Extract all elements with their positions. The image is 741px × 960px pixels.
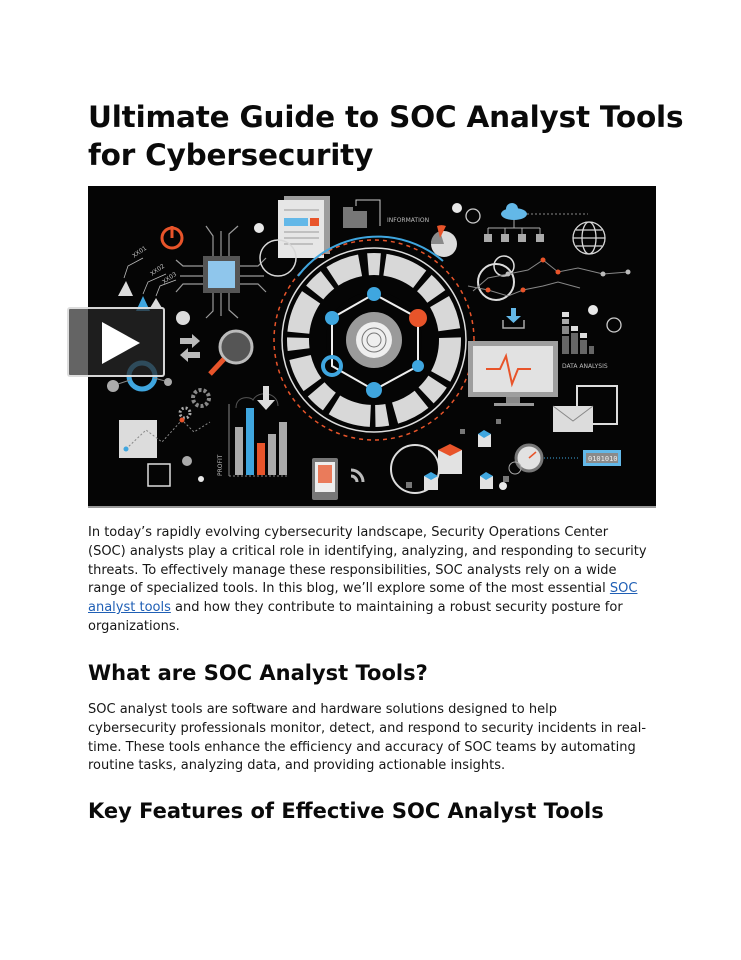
- globe-icon: [573, 222, 605, 254]
- power-icon: [162, 226, 182, 248]
- svg-text:0101010: 0101010: [588, 455, 618, 463]
- line-graph-icon: [468, 256, 631, 300]
- page-title: Ultimate Guide to SOC Analyst Tools for Cybersecurity: [88, 100, 684, 172]
- soc-analyst-tools-link[interactable]: SOC analyst tools: [88, 581, 638, 616]
- cloud-network-icon: [484, 203, 588, 242]
- section-heading-key-features: Key Features of Effective SOC Analyst Tools: [88, 799, 604, 823]
- section-heading-what-are-soc-tools: What are SOC Analyst Tools?: [88, 661, 428, 685]
- bar-chart-icon: [217, 386, 288, 476]
- blockchain-cubes-icon: [391, 419, 509, 493]
- document-icon: [278, 196, 330, 258]
- mail-icon: [553, 386, 617, 432]
- intro-text-after-link: and how they contribute to maintaining a robust security posture for organizations.: [88, 600, 623, 634]
- central-radar-icon: [274, 237, 474, 440]
- intro-paragraph: [88, 524, 648, 637]
- svg-text:XX03: XX03: [161, 270, 179, 286]
- gear-icon: [180, 390, 209, 418]
- svg-text:DATA ANALYSIS: DATA ANALYSIS: [562, 363, 608, 370]
- hero-image: [88, 186, 656, 508]
- intro-text-before-link: In today’s rapidly evolving cybersecurity landscape, Security Operations Center (SOC) analysts play a critical role in identifying, analyzing, and responding to security threats. To effectively manage these responsibilities, SOC analysts rely on a wide range of specialized tools. In this blog, we’ll explore some of the most essential: [88, 525, 647, 597]
- svg-text:INFORMATION: INFORMATION: [387, 217, 430, 224]
- svg-text:XX01: XX01: [131, 244, 149, 260]
- video-play-button[interactable]: [67, 307, 165, 377]
- chip-icon: [176, 226, 266, 318]
- data-analysis-icon: [562, 312, 594, 354]
- network-node-icons: [118, 245, 178, 311]
- svg-text:PROFIT: PROFIT: [217, 454, 224, 476]
- transfer-arrows-icon: [180, 334, 200, 362]
- monitor-icon: [468, 341, 558, 406]
- rss-icon: [351, 470, 363, 482]
- tablet-icon: [312, 458, 338, 500]
- folder-icon: [343, 200, 380, 228]
- section-paragraph-what-are-soc-tools: SOC analyst tools are software and hardware solutions designed to help cybersecurity professionals monitor, detect, and respond to security incidents in real-time. These tools enhance the efficiency and accuracy of SOC teams by automating routine tasks, analyzing data, and providing actionable insights.: [88, 702, 647, 774]
- magnifier-icon: [210, 331, 252, 374]
- stopwatch-icon: [509, 445, 580, 474]
- pie-chart-icon: [431, 225, 457, 257]
- download-icon: [503, 308, 524, 328]
- svg-text:XX02: XX02: [149, 262, 167, 278]
- binary-code-icon: [583, 450, 621, 466]
- play-icon: [102, 322, 140, 364]
